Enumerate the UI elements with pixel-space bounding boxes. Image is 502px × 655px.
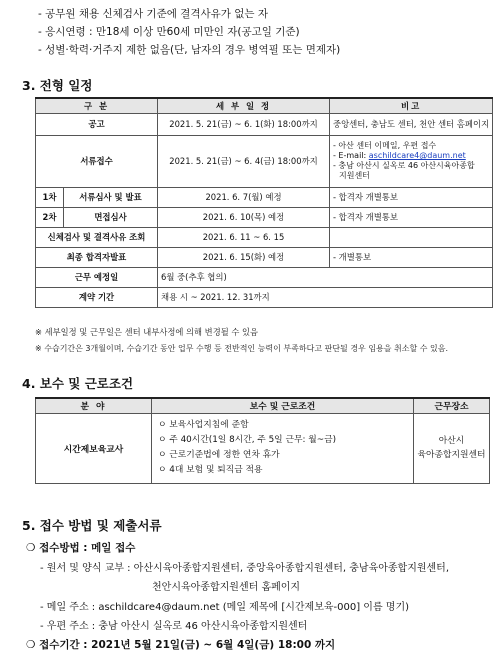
schedule-header-note: 비고 <box>330 98 493 113</box>
row-note: 중앙센터, 충남도 센터, 천안 센터 홈페이지 <box>330 113 493 135</box>
table-row <box>36 287 493 307</box>
eligibility-restriction: - 성별·학력·거주지 제한 없음(단, 남자의 경우 병역필 또는 면제자) <box>38 44 341 56</box>
place-line: 육아종합지원센터 <box>417 450 486 460</box>
place-line: 아산시 <box>438 436 465 446</box>
row-label: 면접심사 <box>64 207 158 227</box>
row-note <box>330 227 493 247</box>
row-schedule: 2021. 6. 10(목) 예정 <box>158 207 330 227</box>
row-schedule: 2021. 6. 7(월) 예정 <box>158 187 330 207</box>
row-label: 공고 <box>36 113 158 135</box>
probation-note: ※ 수습기간은 3개월이며, 수습기간 동안 업무 수행 등 전반적인 능력이 부족하다고 판단될 경우 임용을 취소할 수 있음. <box>35 344 449 353</box>
row-schedule: 2021. 5. 21(금) ~ 6. 4(금) 18:00까지 <box>158 135 330 187</box>
condition-item: ㅇ 근로기준법에 정한 연차 휴가 <box>158 450 280 460</box>
schedule-header-detail: 세 부 일 정 <box>158 98 330 113</box>
email-link[interactable]: aschildcare4@daum.net <box>368 151 466 160</box>
note-line: 지원센터 <box>339 171 370 180</box>
method-heading: ❍ 접수방법 : 메일 접수 <box>26 542 136 554</box>
schedule-header-category: 구 분 <box>36 98 158 113</box>
row-label: 서류심사 및 발표 <box>64 187 158 207</box>
application-period: ❍ 접수기간 : 2021년 5월 21일(금) ~ 6월 4일(금) 18:00 까지 <box>26 639 336 651</box>
table-row <box>36 247 493 267</box>
row-label: 서류접수 <box>36 135 158 187</box>
row-label: 최종 합격자발표 <box>36 247 158 267</box>
conditions-header-field: 분 야 <box>36 398 152 413</box>
section-4-title: 4. 보수 및 근로조건 <box>22 376 134 391</box>
condition-item: ㅇ 4대 보험 및 퇴직금 적용 <box>158 465 263 475</box>
field-cell: 시간제보육교사 <box>36 413 152 483</box>
row-stage: 2차 <box>36 207 64 227</box>
row-note: - 개별통보 <box>330 247 493 267</box>
eligibility-age: - 응시연령 : 만18세 이상 만60세 미만인 자(공고일 기준) <box>38 26 300 38</box>
note-line: - E-mail: aschildcare4@daum.net <box>333 151 466 160</box>
form-source-line: - 원서 및 양식 교부 : 아산시육아종합지원센터, 중앙육아종합지원센터, 충남육아종합지원센터, <box>40 563 450 574</box>
form-source-line-cont: 천안시육아종합지원센터 홈페이지 <box>152 582 301 593</box>
table-row <box>36 267 493 287</box>
row-note <box>330 135 493 187</box>
row-label: 신체검사 및 결격사유 조회 <box>36 227 158 247</box>
row-note: - 합격자 개별통보 <box>330 207 493 227</box>
section-5-title: 5. 접수 방법 및 제출서류 <box>22 518 162 533</box>
row-schedule: 2021. 6. 11 ~ 6. 15 <box>158 227 330 247</box>
row-label: 계약 기간 <box>36 287 158 307</box>
condition-item: ㅇ 주 40시간(1일 8시간, 주 5일 근무: 월~금) <box>158 435 337 445</box>
row-schedule: 2021. 5. 21(금) ~ 6. 1(화) 18:00까지 <box>158 113 330 135</box>
conditions-header-place: 근무장소 <box>414 398 490 413</box>
row-schedule: 6월 중(추후 협의) <box>158 267 493 287</box>
condition-item: ㅇ 보육사업지침에 준함 <box>158 420 249 430</box>
eligibility-health: - 공무원 채용 신체검사 기준에 결격사유가 없는 자 <box>38 8 269 20</box>
table-row <box>36 227 493 247</box>
table-row <box>36 207 493 227</box>
table-row <box>36 187 493 207</box>
row-stage: 1차 <box>36 187 64 207</box>
row-schedule: 2021. 6. 15(화) 예정 <box>158 247 330 267</box>
note-line: - 충남 아산시 실옥로 46 아산시육아종합 <box>333 161 475 170</box>
email-address-line: - 메일 주소 : aschildcare4@daum.net (메일 제목에 [시간제보육-000] 이름 명기) <box>40 602 410 613</box>
row-schedule: 채용 시 ~ 2021. 12. 31까지 <box>158 287 493 307</box>
table-row <box>36 135 493 187</box>
schedule-note: ※ 세부일정 및 근무일은 센터 내부사정에 의해 변경될 수 있음 <box>35 327 259 337</box>
conditions-header-terms: 보수 및 근로조건 <box>152 398 414 413</box>
conditions-table <box>35 397 490 484</box>
conditions-cell <box>152 413 414 483</box>
row-note: - 합격자 개별통보 <box>330 187 493 207</box>
table-row <box>36 113 493 135</box>
place-cell <box>414 413 490 483</box>
row-label: 근무 예정일 <box>36 267 158 287</box>
postal-address-line: - 우편 주소 : 충남 아산시 실옥로 46 아산시육아종합지원센터 <box>40 621 308 632</box>
schedule-table <box>35 97 493 308</box>
table-row <box>36 413 490 483</box>
section-3-title: 3. 전형 일정 <box>22 78 93 93</box>
note-line: - 아산 센터 이메일, 우편 접수 <box>333 141 437 150</box>
